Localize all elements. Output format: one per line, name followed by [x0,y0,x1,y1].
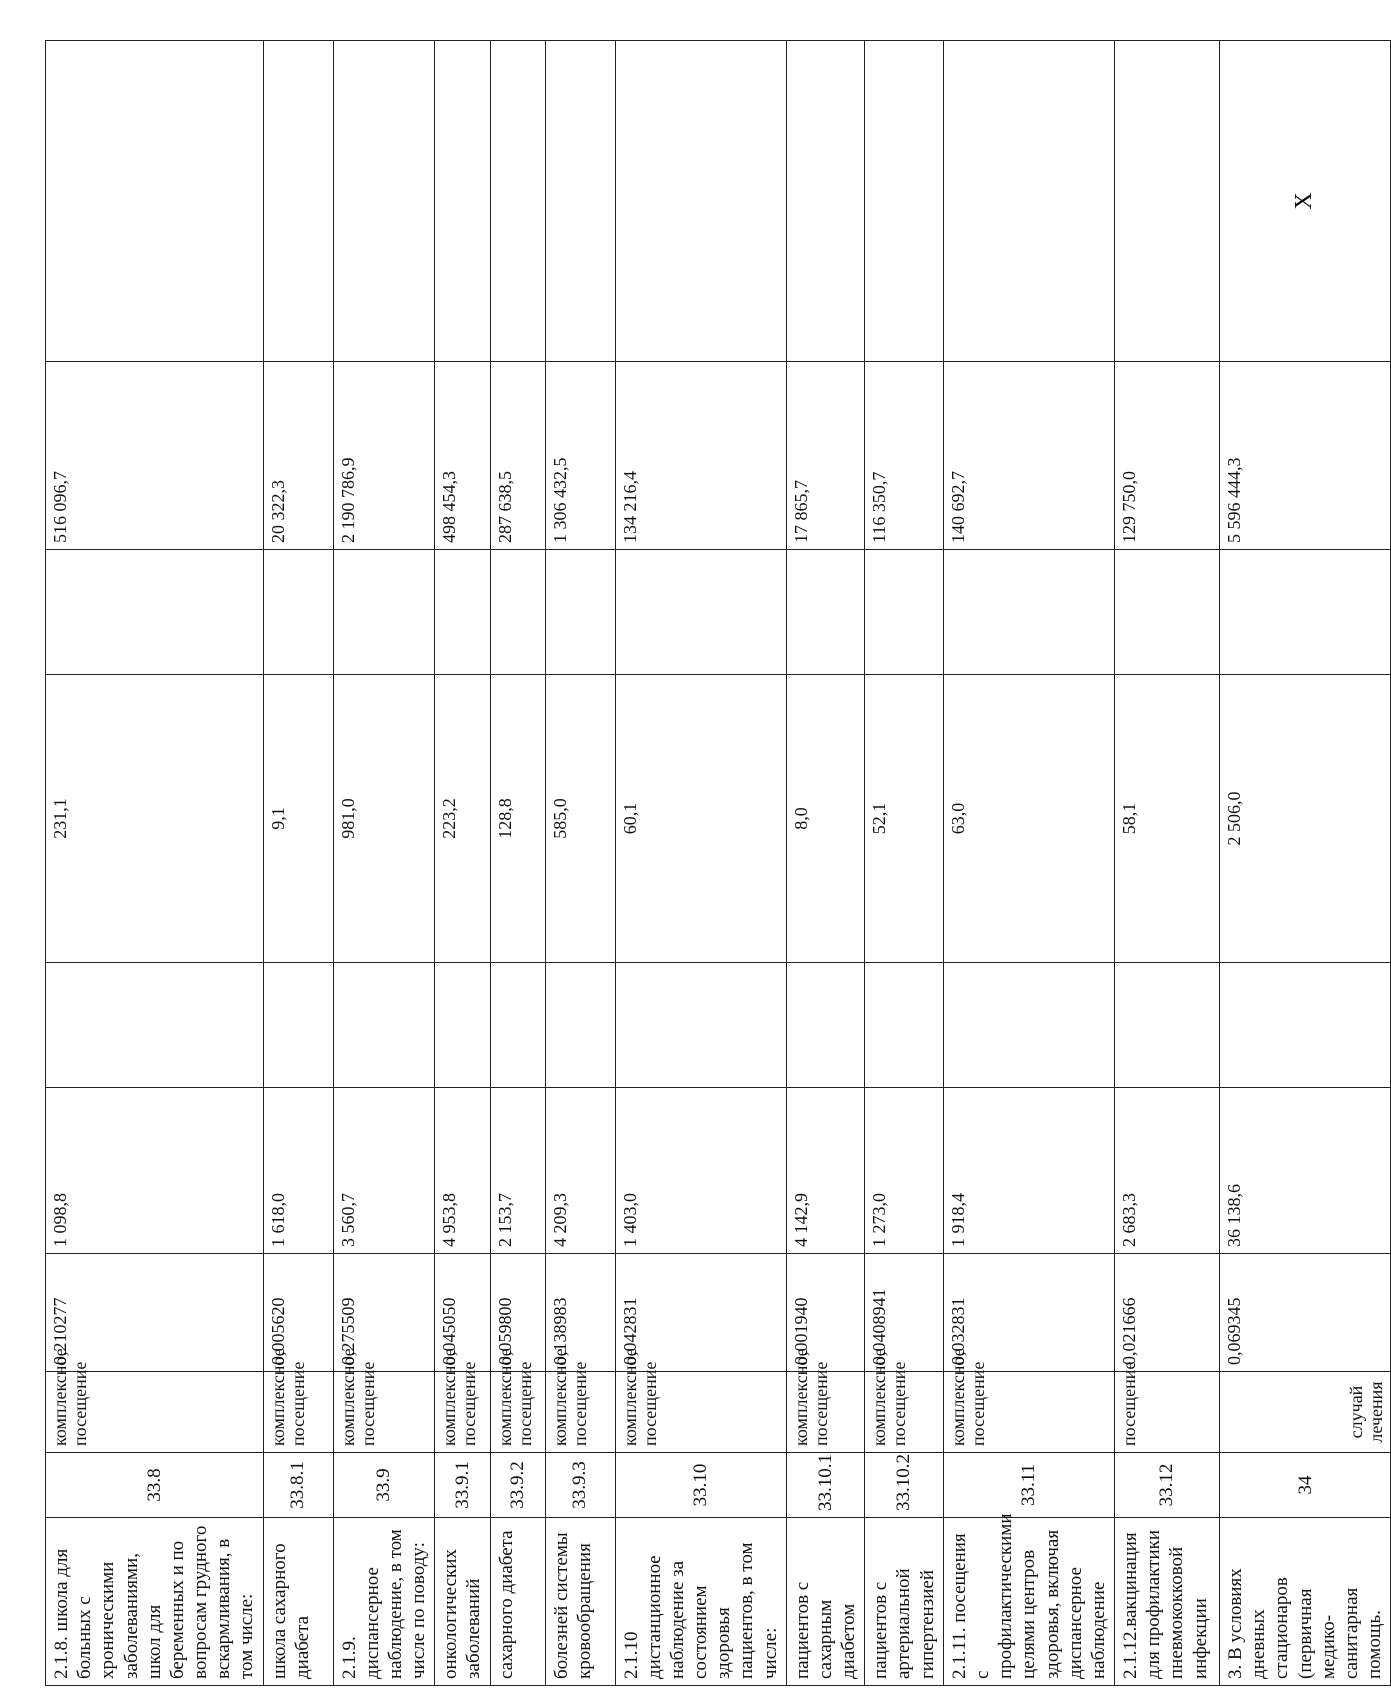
row-empty-cell [1115,963,1220,1088]
row-norm-cell: 0,045050 [435,1254,490,1372]
row-last-cell: X [1220,41,1391,362]
row-unit-cell: комплексное посещение [943,1372,1114,1453]
table-row [545,41,615,1686]
row-unit-cell: комплексное посещение [333,1372,435,1453]
row-name-cell: болезней системы кровообращения [545,1518,615,1686]
row-last-cell [1115,41,1220,362]
row-total-cell: 129 750,0 [1115,362,1220,550]
row-total-cell: 287 638,5 [490,362,545,550]
row-cost-cell: 3 560,7 [333,1088,435,1254]
row-cost-cell: 36 138,6 [1220,1088,1391,1254]
row-norm-cell: 0,001940 [786,1254,865,1372]
row-per-capita-cell: 58,1 [1115,675,1220,963]
row-code-cell: 33.8 [46,1453,264,1518]
row-code-cell: 33.9.2 [490,1453,545,1518]
row-empty-cell [615,550,786,675]
row-per-capita-cell: 60,1 [615,675,786,963]
row-code-cell: 33.10 [615,1453,786,1518]
row-cost-cell: 1 098,8 [46,1088,264,1254]
row-norm-cell: 0,059800 [490,1254,545,1372]
row-total-cell: 2 190 786,9 [333,362,435,550]
row-unit-cell: посещение [1115,1372,1220,1453]
row-norm-cell: 0,210277 [46,1254,264,1372]
row-unit-cell: комплексное посещение [865,1372,944,1453]
row-per-capita-cell: 128,8 [490,675,545,963]
row-per-capita-cell: 8,0 [786,675,865,963]
row-name-cell: 2.1.10 дистанционное наблюдение за состоянием здоровья пациентов, в том числе: [615,1518,786,1686]
row-code-cell: 34 [1220,1453,1391,1518]
table-body [46,41,1391,1686]
row-norm-cell: 0,005620 [263,1254,333,1372]
row-empty-cell [435,963,490,1088]
row-empty-cell [490,963,545,1088]
row-empty-cell [46,963,264,1088]
row-per-capita-cell: 63,0 [943,675,1114,963]
row-empty-cell [1115,550,1220,675]
row-total-cell: 5 596 444,3 [1220,362,1391,550]
row-code-cell: 33.11 [943,1453,1114,1518]
row-cost-cell: 4 209,3 [545,1088,615,1254]
row-unit-cell: комплексное посещение [435,1372,490,1453]
row-per-capita-cell: 223,2 [435,675,490,963]
row-unit-cell: комплексное посещение [545,1372,615,1453]
row-unit-cell: комплексное посещение [615,1372,786,1453]
row-empty-cell [545,550,615,675]
row-code-cell: 33.8.1 [263,1453,333,1518]
row-empty-cell [943,550,1114,675]
row-last-cell [263,41,333,362]
row-empty-cell [786,963,865,1088]
row-last-cell [865,41,944,362]
table-row [490,41,545,1686]
row-total-cell: 498 454,3 [435,362,490,550]
row-total-cell: 140 692,7 [943,362,1114,550]
row-norm-cell: 0,069345 [1220,1254,1391,1372]
rotated-table-wrapper [45,41,1387,1686]
table-row [615,41,786,1686]
row-code-cell: 33.10.2 [865,1453,944,1518]
row-empty-cell [615,963,786,1088]
row-code-cell: 33.10.1 [786,1453,865,1518]
table-row [865,41,944,1686]
row-per-capita-cell: 231,1 [46,675,264,963]
row-last-cell [786,41,865,362]
row-unit-cell: комплексное посещение [786,1372,865,1453]
row-last-cell [545,41,615,362]
row-cost-cell: 2 153,7 [490,1088,545,1254]
row-last-cell [943,41,1114,362]
row-cost-cell: 4 142,9 [786,1088,865,1254]
row-per-capita-cell: 2 506,0 [1220,675,1391,963]
row-total-cell: 1 306 432,5 [545,362,615,550]
table-row [435,41,490,1686]
row-per-capita-cell: 981,0 [333,675,435,963]
row-last-cell [46,41,264,362]
row-empty-cell [545,963,615,1088]
row-name-cell: 2.1.9. диспансерное наблюдение, в том числе по поводу: [333,1518,435,1686]
row-norm-cell: 0,042831 [615,1254,786,1372]
row-norm-cell: 0,021666 [1115,1254,1220,1372]
row-empty-cell [333,550,435,675]
row-total-cell: 116 350,7 [865,362,944,550]
row-name-cell: 2.1.12.вакцинация для профилактики пневмококковой инфекции [1115,1518,1220,1686]
financing-table [45,40,1391,1686]
row-empty-cell [865,550,944,675]
row-total-cell: 134 216,4 [615,362,786,550]
row-code-cell: 33.9 [333,1453,435,1518]
table-row [333,41,435,1686]
row-norm-cell: 0,032831 [943,1254,1114,1372]
row-last-cell [615,41,786,362]
row-name-cell: онкологических заболеваний [435,1518,490,1686]
row-per-capita-cell: 9,1 [263,675,333,963]
row-cost-cell: 2 683,3 [1115,1088,1220,1254]
row-empty-cell [263,550,333,675]
row-empty-cell [435,550,490,675]
row-name-cell: пациентов с сахарным диабетом [786,1518,865,1686]
row-cost-cell: 1 918,4 [943,1088,1114,1254]
table-row [263,41,333,1686]
row-empty-cell [1220,550,1391,675]
table-row [786,41,865,1686]
row-empty-cell [943,963,1114,1088]
row-empty-cell [46,550,264,675]
row-code-cell: 33.12 [1115,1453,1220,1518]
row-name-cell: 2.1.8. школа для больных с хроническими заболеваниями, школ для беременных и по вопросам грудного вскармливания, в том числе: [46,1518,264,1686]
row-unit-cell: комплексное посещение [490,1372,545,1453]
row-unit-cell: комплексное посещение [46,1372,264,1453]
row-last-cell [435,41,490,362]
row-empty-cell [1220,963,1391,1088]
row-cost-cell: 1 403,0 [615,1088,786,1254]
row-norm-cell: 0,138983 [545,1254,615,1372]
table-row [46,41,264,1686]
table-row [1115,41,1220,1686]
row-per-capita-cell: 585,0 [545,675,615,963]
row-name-cell: сахарного диабета [490,1518,545,1686]
row-cost-cell: 4 953,8 [435,1088,490,1254]
row-total-cell: 516 096,7 [46,362,264,550]
row-code-cell: 33.9.1 [435,1453,490,1518]
row-per-capita-cell: 52,1 [865,675,944,963]
row-empty-cell [490,550,545,675]
row-name-cell: 3. В условиях дневных стационаров (первичная медико-санитарная помощь. [1220,1518,1391,1686]
row-empty-cell [865,963,944,1088]
row-code-cell: 33.9.3 [545,1453,615,1518]
row-unit-cell: случай лечения [1220,1372,1391,1453]
row-name-cell: 2.1.11. посещения с профилактическими целями центров здоровья, включая диспансерное наблюдение [943,1518,1114,1686]
row-empty-cell [786,550,865,675]
row-last-cell [490,41,545,362]
row-total-cell: 20 322,3 [263,362,333,550]
row-total-cell: 17 865,7 [786,362,865,550]
table-row [1220,41,1391,1686]
row-empty-cell [263,963,333,1088]
row-unit-cell: комплексное посещение [263,1372,333,1453]
row-cost-cell: 1 618,0 [263,1088,333,1254]
table-row [943,41,1114,1686]
row-cost-cell: 1 273,0 [865,1088,944,1254]
row-name-cell: школа сахарного диабета [263,1518,333,1686]
row-empty-cell [333,963,435,1088]
row-norm-cell: 0,275509 [333,1254,435,1372]
row-name-cell: пациентов с артериальной гипертензией [865,1518,944,1686]
row-norm-cell: 0,0408941 [865,1254,944,1372]
row-last-cell [333,41,435,362]
